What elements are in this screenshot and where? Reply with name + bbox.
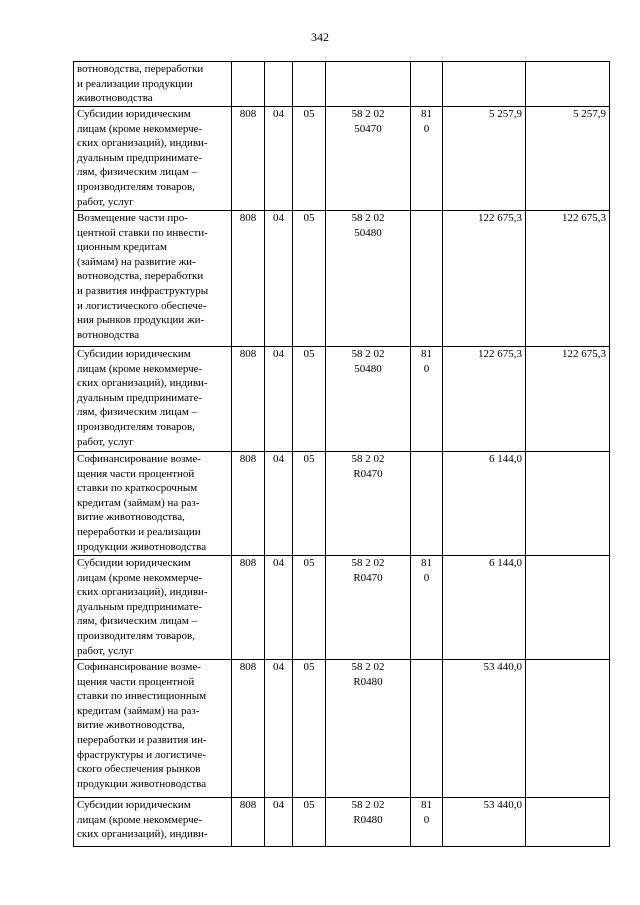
row-name: Софинансирование возме- щения части процентной ставки по инвестиционным кредитам (займам) на раз- витие животноводства, переработки и развития ин- фраструктуры и логистиче- ского обеспечения рынков продукции животноводства xyxy=(74,660,232,798)
row-pr: 05 xyxy=(293,452,326,556)
row-pr: 05 xyxy=(293,798,326,847)
row-vr: 81 0 xyxy=(411,347,443,452)
row-rz: 04 xyxy=(265,211,293,347)
row-ved: 808 xyxy=(232,107,265,211)
row-rz: 04 xyxy=(265,556,293,660)
row-sum-2 xyxy=(526,62,610,107)
row-ved: 808 xyxy=(232,211,265,347)
row-rz: 04 xyxy=(265,798,293,847)
table-row xyxy=(74,62,610,107)
row-csr: 58 2 02 R0470 xyxy=(326,452,411,556)
row-rz: 04 xyxy=(265,452,293,556)
row-csr: 58 2 02 50480 xyxy=(326,211,411,347)
row-vr xyxy=(411,211,443,347)
row-name: Софинансирование возме- щения части процентной ставки по краткосрочным кредитам (займам) на раз- витие животноводства, переработки и реализации продукции животноводства xyxy=(74,452,232,556)
row-name: Субсидии юридическим лицам (кроме некоммерче- ских организаций), индиви- дуальным предпринимате- лям, физическим лицам – производителям товаров, работ, услуг xyxy=(74,107,232,211)
table-row xyxy=(74,660,610,798)
row-sum-1: 6 144,0 xyxy=(443,452,526,556)
row-ved xyxy=(232,62,265,107)
row-sum-1: 5 257,9 xyxy=(443,107,526,211)
table-row xyxy=(74,452,610,556)
row-name: Возмещение части про- центной ставки по инвести- ционным кредитам (займам) на развитие жи- вотноводства, переработки и развития инфраструктуры и логистического обеспече- ния рынков продукции жи- вотноводства xyxy=(74,211,232,347)
row-rz: 04 xyxy=(265,660,293,798)
row-ved: 808 xyxy=(232,556,265,660)
row-ved: 808 xyxy=(232,798,265,847)
row-sum-1 xyxy=(443,62,526,107)
row-name: Субсидии юридическим лицам (кроме некоммерче- ских организаций), индиви- xyxy=(74,798,232,847)
row-vr: 81 0 xyxy=(411,556,443,660)
row-vr xyxy=(411,452,443,556)
table-row xyxy=(74,798,610,847)
row-csr: 58 2 02 R0470 xyxy=(326,556,411,660)
row-csr: 58 2 02 50480 xyxy=(326,347,411,452)
row-sum-1: 53 440,0 xyxy=(443,798,526,847)
budget-table xyxy=(73,61,610,847)
row-sum-1: 122 675,3 xyxy=(443,211,526,347)
row-sum-2 xyxy=(526,798,610,847)
row-csr: 58 2 02 50470 xyxy=(326,107,411,211)
row-rz xyxy=(265,62,293,107)
row-csr: 58 2 02 R0480 xyxy=(326,660,411,798)
row-pr: 05 xyxy=(293,107,326,211)
row-name: Субсидии юридическим лицам (кроме некоммерче- ских организаций), индиви- дуальным предпринимате- лям, физическим лицам – производителям товаров, работ, услуг xyxy=(74,556,232,660)
row-pr: 05 xyxy=(293,211,326,347)
row-sum-2: 122 675,3 xyxy=(526,211,610,347)
row-vr xyxy=(411,62,443,107)
row-sum-2: 5 257,9 xyxy=(526,107,610,211)
row-sum-1: 122 675,3 xyxy=(443,347,526,452)
row-csr: 58 2 02 R0480 xyxy=(326,798,411,847)
row-pr: 05 xyxy=(293,556,326,660)
row-ved: 808 xyxy=(232,452,265,556)
row-sum-2 xyxy=(526,660,610,798)
row-vr: 81 0 xyxy=(411,798,443,847)
row-sum-2: 122 675,3 xyxy=(526,347,610,452)
row-sum-2 xyxy=(526,556,610,660)
row-sum-2 xyxy=(526,452,610,556)
row-rz: 04 xyxy=(265,347,293,452)
row-pr: 05 xyxy=(293,660,326,798)
page-number: 342 xyxy=(311,30,329,44)
row-rz: 04 xyxy=(265,107,293,211)
row-sum-1: 6 144,0 xyxy=(443,556,526,660)
table-row xyxy=(74,556,610,660)
table-row xyxy=(74,107,610,211)
row-name: Субсидии юридическим лицам (кроме некоммерче- ских организаций), индиви- дуальным предпринимате- лям, физическим лицам – производителям товаров, работ, услуг xyxy=(74,347,232,452)
row-pr xyxy=(293,62,326,107)
row-vr: 81 0 xyxy=(411,107,443,211)
table-row xyxy=(74,347,610,452)
row-csr xyxy=(326,62,411,107)
row-ved: 808 xyxy=(232,347,265,452)
row-pr: 05 xyxy=(293,347,326,452)
table-row xyxy=(74,211,610,347)
row-vr xyxy=(411,660,443,798)
row-ved: 808 xyxy=(232,660,265,798)
row-sum-1: 53 440,0 xyxy=(443,660,526,798)
row-name: вотноводства, переработки и реализации продукции животноводства xyxy=(74,62,232,107)
